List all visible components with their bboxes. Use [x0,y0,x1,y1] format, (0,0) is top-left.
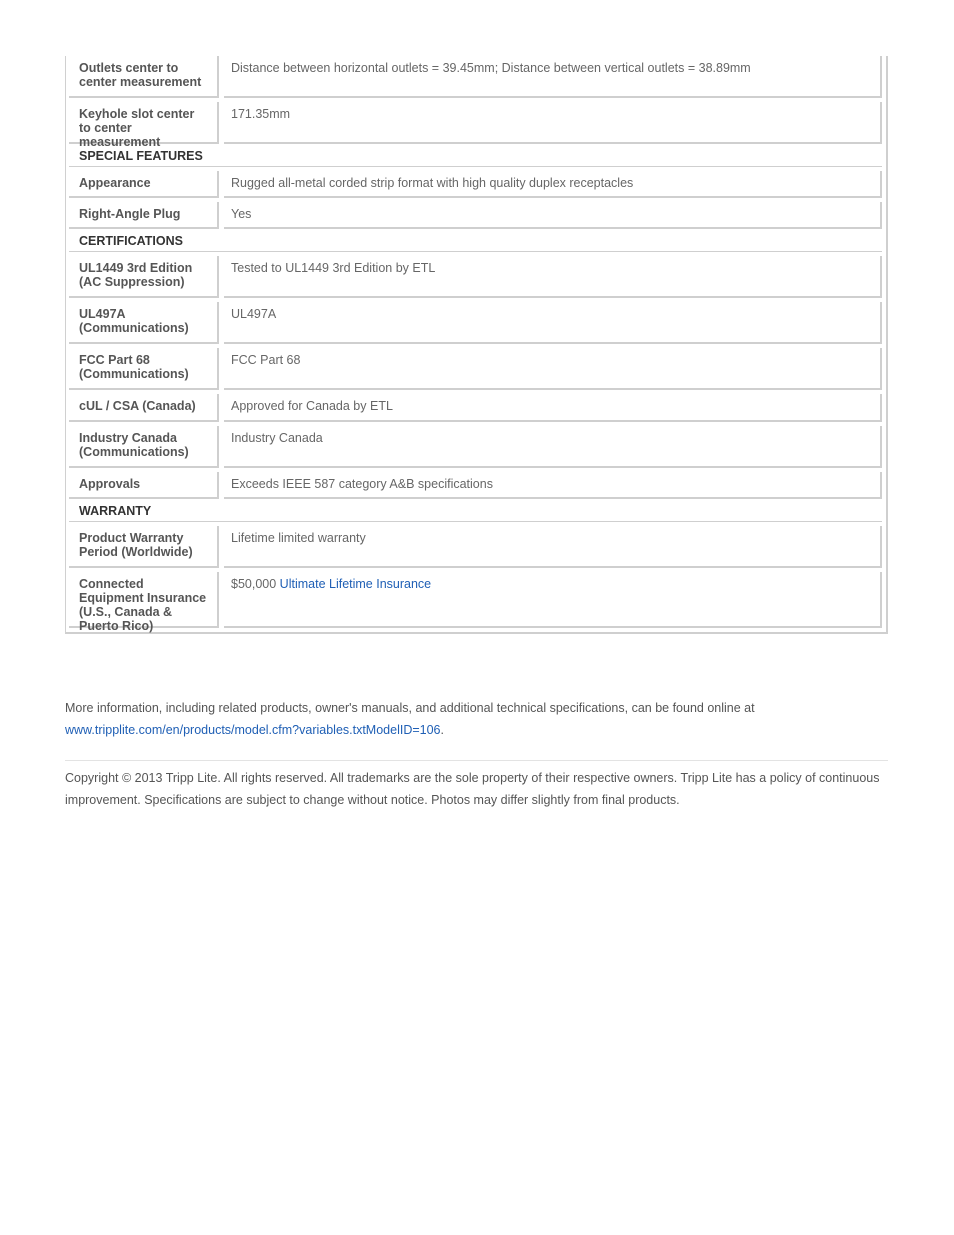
more-info-sentence: More information, including related products, owner's manuals, and additional technical specifications, can be found online at [65,701,755,715]
spec-label: Approvals [69,472,219,499]
spec-row [69,202,882,229]
spec-label: Outlets center to center measurement [69,56,219,98]
spec-label: Connected Equipment Insurance (U.S., Canada & Puerto Rico) [69,572,219,628]
spec-row [69,472,882,499]
spec-value: 171.35mm [224,102,882,144]
spec-label: FCC Part 68 (Communications) [69,348,219,390]
section-heading-special-features: SPECIAL FEATURES [69,148,882,167]
spec-label: Keyhole slot center to center measurement [69,102,219,144]
spec-row [69,302,882,344]
spec-label: Appearance [69,171,219,198]
spec-value: Rugged all-metal corded strip format with high quality duplex receptacles [224,171,882,198]
spec-row [69,572,882,633]
spec-label: UL1449 3rd Edition (AC Suppression) [69,256,219,298]
spec-value: Yes [224,202,882,229]
spec-row [69,102,882,149]
spec-row [69,348,882,390]
section-heading-warranty: WARRANTY [69,503,882,522]
spec-label: UL497A (Communications) [69,302,219,344]
more-information-text [65,697,888,741]
spec-value: Tested to UL1449 3rd Edition by ETL [224,256,882,298]
ultimate-lifetime-insurance-link[interactable]: Ultimate Lifetime Insurance [279,577,432,591]
section-heading-certifications: CERTIFICATIONS [69,233,882,252]
spec-row [69,426,882,468]
spec-label: Industry Canada (Communications) [69,426,219,468]
copyright-text: Copyright © 2013 Tripp Lite. All rights reserved. All trademarks are the sole property of their respective owners. Tripp Lite has a policy of continuous improvement. Specifications are subject to change without notice. Photos may differ slightly from final products. [65,771,880,807]
link-suffix: . [440,723,444,737]
spec-value: Approved for Canada by ETL [224,394,882,422]
spec-label: Product Warranty Period (Worldwide) [69,526,219,568]
product-page-link[interactable]: www.tripplite.com/en/products/model.cfm?variables.txtModelID=106 [65,723,441,737]
divider [65,760,888,761]
insurance-amount: $50,000 [231,577,280,591]
spec-table [65,56,888,634]
spec-label: Right-Angle Plug [69,202,219,229]
spec-value: FCC Part 68 [224,348,882,390]
spec-label: cUL / CSA (Canada) [69,394,219,422]
spec-value: Lifetime limited warranty [224,526,882,568]
spec-row [69,256,882,298]
spec-row [69,171,882,198]
spec-value [224,572,882,628]
spec-row [69,526,882,568]
spec-value: Distance between horizontal outlets = 39.45mm; Distance between vertical outlets = 38.89mm [224,56,882,98]
spec-value: UL497A [224,302,882,344]
spec-value: Industry Canada [224,426,882,468]
spec-row [69,56,882,98]
spec-row [69,394,882,422]
spec-value: Exceeds IEEE 587 category A&B specifications [224,472,882,499]
